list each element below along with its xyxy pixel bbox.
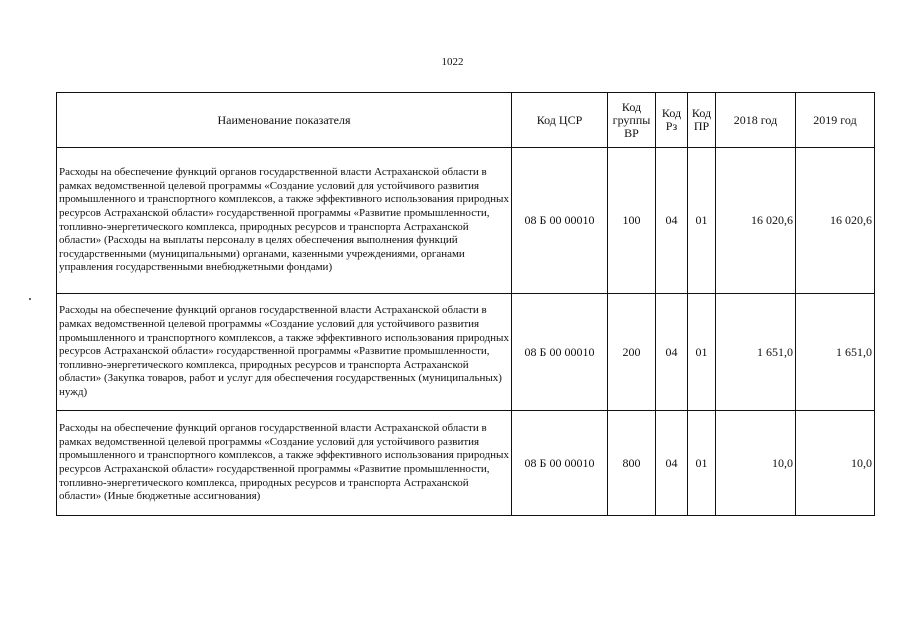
header-rz: Код Рз	[656, 93, 688, 148]
header-2018: 2018 год	[716, 93, 796, 148]
header-pr: Код ПР	[688, 93, 716, 148]
row-2018: 10,0	[716, 411, 796, 516]
row-pr: 01	[688, 294, 716, 411]
table-row	[57, 294, 875, 411]
row-name: Расходы на обеспечение функций органов государственной власти Астраханской области в рамках ведомственной целевой программы «Создание условий для устойчивого развития промышленного и транспортного комплексов, а также эффективного использования природных ресурсов Астраханской области» государственной программы «Развитие промышленности, топливно-энергетического комплекса, природных ресурсов и транспорта Астраханской области» (Иные бюджетные ассигнования)	[57, 411, 512, 516]
header-csr: Код ЦСР	[512, 93, 608, 148]
row-pr: 01	[688, 411, 716, 516]
row-vr: 100	[608, 148, 656, 294]
row-2018: 1 651,0	[716, 294, 796, 411]
row-2019: 16 020,6	[796, 148, 875, 294]
row-2018: 16 020,6	[716, 148, 796, 294]
row-vr: 800	[608, 411, 656, 516]
header-2019: 2019 год	[796, 93, 875, 148]
budget-table	[56, 92, 875, 516]
row-rz: 04	[656, 294, 688, 411]
page-number: 1022	[441, 56, 464, 68]
row-vr: 200	[608, 294, 656, 411]
row-rz: 04	[656, 148, 688, 294]
header-name: Наименование показателя	[57, 93, 512, 148]
row-2019: 1 651,0	[796, 294, 875, 411]
row-rz: 04	[656, 411, 688, 516]
row-csr: 08 Б 00 00010	[512, 148, 608, 294]
table-header-row	[57, 93, 875, 148]
table-row	[57, 411, 875, 516]
row-csr: 08 Б 00 00010	[512, 294, 608, 411]
row-name: Расходы на обеспечение функций органов государственной власти Астраханской области в рамках ведомственной целевой программы «Создание условий для устойчивого развития промышленного и транспортного комплексов, а также эффективного использования природных ресурсов Астраханской области» государственной программы «Развитие промышленности, топливно-энергетического комплекса, природных ресурсов и транспорта Астраханской области» (Закупка товаров, работ и услуг для обеспечения государственных (муниципальных) нужд)	[57, 294, 512, 411]
table-row	[57, 148, 875, 294]
scan-dot	[29, 298, 31, 300]
row-csr: 08 Б 00 00010	[512, 411, 608, 516]
header-vr: Код группы ВР	[608, 93, 656, 148]
row-pr: 01	[688, 148, 716, 294]
row-name: Расходы на обеспечение функций органов государственной власти Астраханской области в рамках ведомственной целевой программы «Создание условий для устойчивого развития промышленного и транспортного комплексов, а также эффективного использования природных ресурсов Астраханской области» государственной программы «Развитие промышленности, топливно-энергетического комплекса, природных ресурсов и транспорта Астраханской области» (Расходы на выплаты персоналу в целях обеспечения выполнения функций государственными (муниципальными) органами, казенными учреждениями, органами управления государственными внебюджетными фондами)	[57, 148, 512, 294]
row-2019: 10,0	[796, 411, 875, 516]
